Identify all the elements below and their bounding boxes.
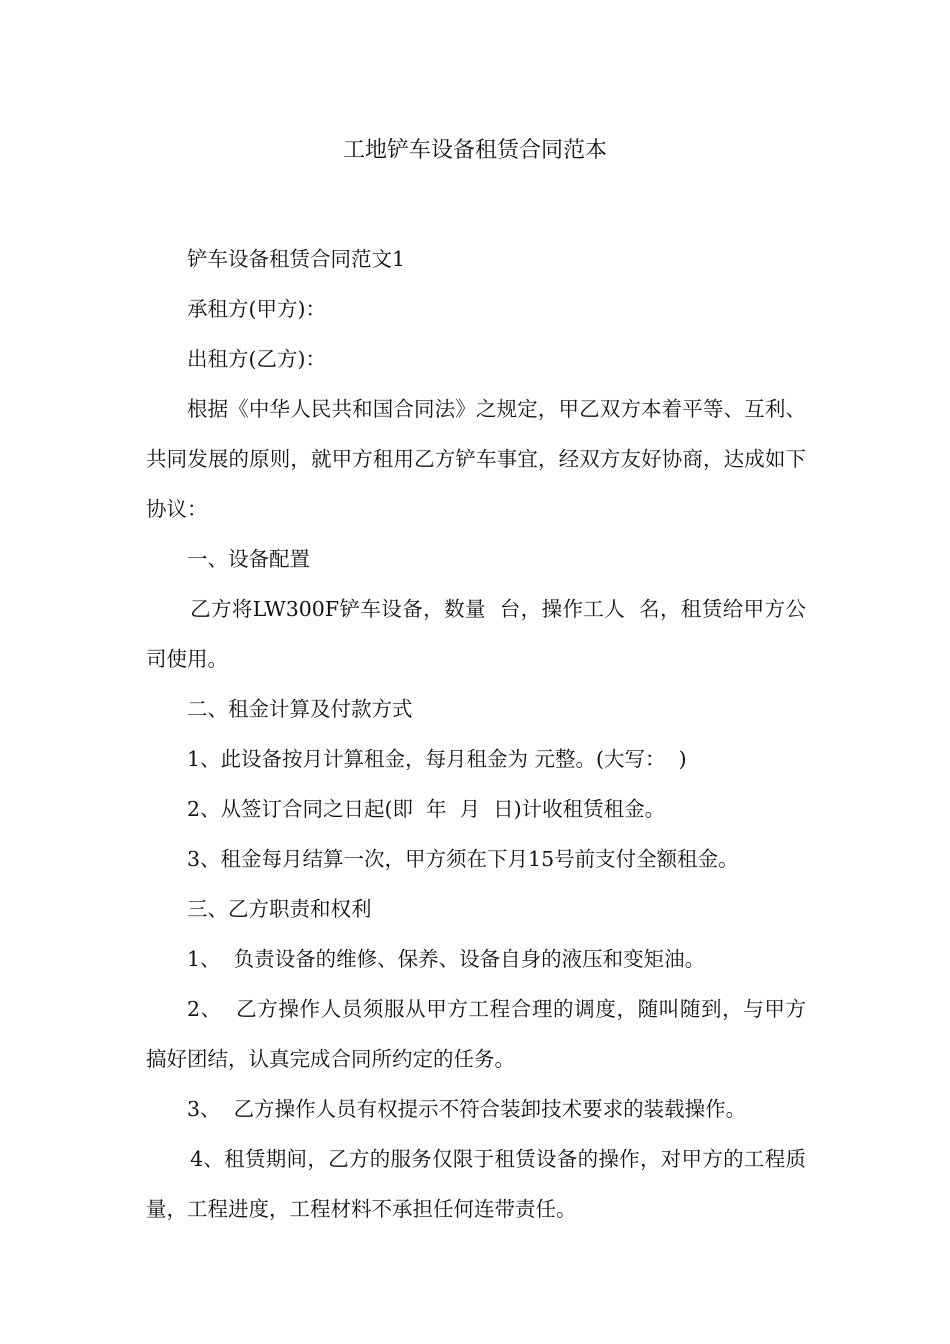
paragraph-rent-3: 3、租金每月结算一次，甲方须在下月15号前支付全额租金。 [187,847,739,871]
section-heading-rent: 二、租金计算及付款方式 [187,697,413,721]
section-heading-lessor-duties: 三、乙方职责和权利 [187,897,372,921]
document-body [146,234,806,1234]
paragraph-lessee: 承租方(甲方)： [187,297,326,321]
paragraph-rent-1: 1、此设备按月计算租金，每月租金为 元整。(大写： ) [187,747,687,771]
paragraph-lessor: 出租方(乙方)： [187,347,326,371]
paragraph-duty-1: 1、 负责设备的维修、保养、设备自身的液压和变矩油。 [187,947,706,971]
section-heading-equipment: 一、设备配置 [187,547,310,571]
paragraph-duty-3: 3、 乙方操作人员有权提示不符合装卸技术要求的装载操作。 [187,1097,747,1121]
paragraph-duty-2: 2、 乙方操作人员须服从甲方工程合理的调度，随叫随到，与甲方搞好团结，认真完成合同所约定的任务。 [146,997,806,1071]
paragraph-duty-4: 4、租赁期间，乙方的服务仅限于租赁设备的操作，对甲方的工程质量，工程进度，工程材料不承担任何连带责任。 [146,1147,806,1221]
paragraph-equipment: 乙方将LW300F铲车设备，数量 台，操作工人 名，租赁给甲方公司使用。 [146,597,806,671]
paragraph-contract-heading: 铲车设备租赁合同范文1 [187,247,406,271]
paragraph-preamble: 根据《中华人民共和国合同法》之规定，甲乙双方本着平等、互利、共同发展的原则，就甲方租用乙方铲车事宜，经双方友好协商，达成如下协议： [146,397,806,521]
paragraph-rent-2: 2、从签订合同之日起(即 年 月 日)计收租赁租金。 [187,797,666,821]
document-title: 工地铲车设备租赁合同范本 [342,138,607,163]
